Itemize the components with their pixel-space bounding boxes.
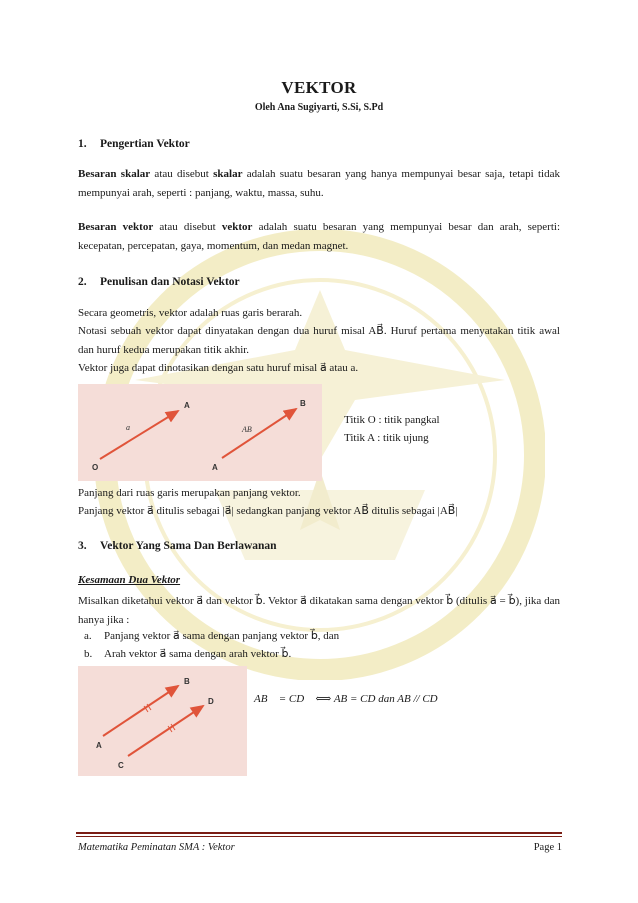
point-a-label: A <box>96 741 102 750</box>
vector-figure-1 <box>78 384 322 481</box>
point-o-label: O <box>92 463 99 472</box>
vector-a-arrow <box>100 411 178 459</box>
paragraph-scalar <box>78 165 560 202</box>
vector-ab-name: AB⃗ <box>242 425 258 434</box>
equality-formula: AB⃗ = CD⃗ ⟺ AB = CD dan AB // CD <box>254 693 438 705</box>
point-a2-label: A <box>212 463 218 472</box>
line-length-notation: Panjang vektor a⃗ ditulis sebagai |a⃗| sedangkan panjang vektor AB⃗ ditulis sebagai |AB⃗| <box>78 505 458 517</box>
text-fragment: adalah suatu besaran yang hanya mempunyai besar saja, tetapi tidak mempunyai arah, seperti : panjang, waktu, massa, suhu. <box>78 168 560 199</box>
footer-rule-thin <box>76 836 562 837</box>
text-fragment: adalah suatu besaran yang mempunyai besar dan arah, seperti: kecepatan, percepatan, gaya, momentum, dan medan magnet. <box>78 221 560 252</box>
subsection-title: Kesamaan Dua Vektor <box>78 574 181 586</box>
document-title: VEKTOR <box>281 78 357 97</box>
list-text: Arah vektor a⃗ sama dengan arah vektor b⃗. <box>104 648 292 660</box>
vector-ab-arrow <box>103 686 178 736</box>
footer-rule <box>76 832 562 834</box>
list-item <box>84 647 291 660</box>
line-geometric: Secara geometris, vektor adalah ruas garis berarah. <box>78 307 303 319</box>
line-single-letter: Vektor juga dapat dinotasikan dengan satu huruf misal a⃗ atau a. <box>78 362 359 374</box>
point-a-label: A <box>184 401 190 410</box>
section-number: 3. <box>78 540 87 552</box>
author-line: Oleh Ana Sugiyarti, S.Si, S.Pd <box>254 102 384 113</box>
vector-a-name: a⃗ <box>126 423 137 432</box>
vector-ab-arrow <box>222 409 296 458</box>
list-marker: a. <box>84 630 92 642</box>
text-fragment: atau disebut <box>153 221 222 233</box>
section-title: Vektor Yang Sama Dan Berlawanan <box>100 540 277 552</box>
vector-figure-2 <box>78 666 247 776</box>
section-1-heading <box>78 138 190 150</box>
section-number: 1. <box>78 138 87 150</box>
list-text: Panjang vektor a⃗ sama dengan panjang vektor b⃗, dan <box>104 630 340 642</box>
page-number: Page 1 <box>533 842 562 853</box>
section-title: Penulisan dan Notasi Vektor <box>100 276 240 288</box>
line-notation: Notasi sebuah vektor dapat dinyatakan dengan dua huruf misal AB⃗. Huruf pertama menyatakan titik awal dan huruf kedua merupakan titik akhir. <box>78 325 560 356</box>
term-scalar: Besaran skalar <box>78 168 151 180</box>
section-3-heading <box>78 540 277 552</box>
point-c-label: C <box>118 761 124 770</box>
term-vector: Besaran vektor <box>78 221 154 233</box>
text-fragment: atau disebut <box>150 168 214 180</box>
section-2-heading <box>78 276 240 288</box>
paragraph-equality: Misalkan diketahui vektor a⃗ dan vektor b⃗. Vektor a⃗ dikatakan sama dengan vektor b⃗ (ditulis a⃗ = b⃗), jika dan hanya jika : <box>78 595 560 626</box>
section-number: 2. <box>78 276 87 288</box>
term-vektor: vektor <box>221 221 253 233</box>
footer-title: Matematika Peminatan SMA : Vektor <box>78 842 235 853</box>
list-marker: b. <box>84 648 93 660</box>
point-b-label: B <box>300 399 306 408</box>
note-end-point: Titik A : titik ujung <box>344 432 429 444</box>
vector-cd-arrow <box>128 706 203 756</box>
list-item <box>84 629 339 642</box>
line-length: Panjang dari ruas garis merupakan panjang vektor. <box>78 487 301 499</box>
term-skalar: skalar <box>213 168 243 180</box>
point-b-label: B <box>184 677 190 686</box>
point-d-label: D <box>208 697 214 706</box>
section-title: Pengertian Vektor <box>100 138 190 150</box>
paragraph-vector <box>78 218 560 255</box>
note-start-point: Titik O : titik pangkal <box>344 414 440 426</box>
